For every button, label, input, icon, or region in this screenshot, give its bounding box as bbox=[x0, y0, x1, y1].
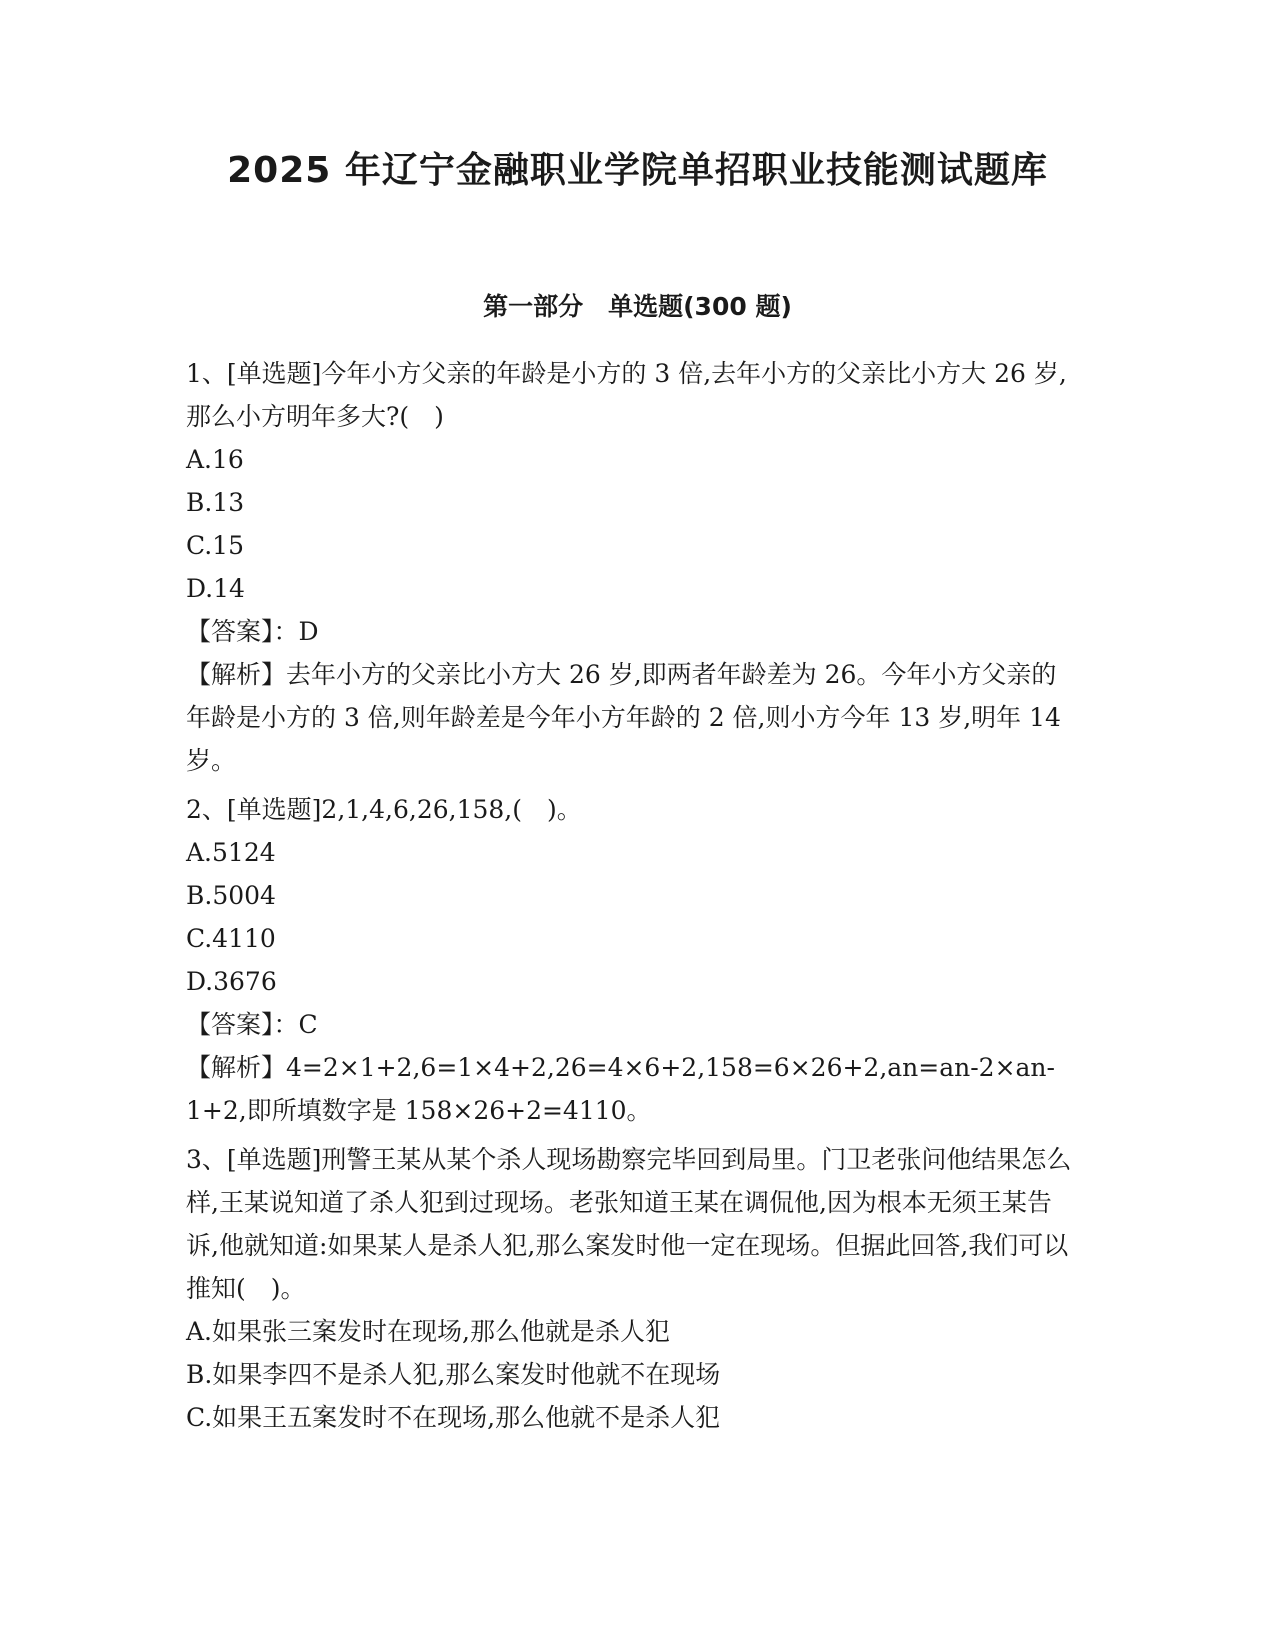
document-title: 2025 年辽宁金融职业学院单招职业技能测试题库 bbox=[227, 150, 1048, 191]
option-c: C.4110 bbox=[186, 924, 276, 953]
option-a: A.16 bbox=[186, 445, 244, 474]
option-d: D.14 bbox=[186, 574, 245, 603]
answer: 【答案】：D bbox=[186, 617, 319, 646]
question-3 bbox=[186, 1138, 1078, 1439]
option-b: B.5004 bbox=[186, 881, 276, 910]
question-list bbox=[186, 352, 1078, 1439]
option-c: C.15 bbox=[186, 531, 244, 560]
section-heading: 第一部分 单选题(300 题) bbox=[483, 292, 792, 321]
option-c: C.如果王五案发时不在现场,那么他就不是杀人犯 bbox=[186, 1403, 721, 1432]
answer: 【答案】：C bbox=[186, 1010, 318, 1039]
question-stem: 1、[单选题]今年小方父亲的年龄是小方的 3 倍,去年小方的父亲比小方大 26 岁,那么小方明年多大?( ) bbox=[186, 359, 1067, 431]
option-b: B.如果李四不是杀人犯,那么案发时他就不在现场 bbox=[186, 1360, 721, 1389]
analysis: 【解析】4=2×1+2,6=1×4+2,26=4×6+2,158=6×26+2,an=an-2×an-1+2,即所填数字是 158×26+2=4110。 bbox=[186, 1053, 1055, 1125]
option-a: A.如果张三案发时在现场,那么他就是杀人犯 bbox=[186, 1317, 670, 1346]
question-stem: 3、[单选题]刑警王某从某个杀人现场勘察完毕回到局里。门卫老张问他结果怎么样,王某说知道了杀人犯到过现场。老张知道王某在调侃他,因为根本无须王某告诉,他就知道:如果某人是杀人犯,那么案发时他一定在现场。但据此回答,我们可以推知( )。 bbox=[186, 1145, 1072, 1303]
option-b: B.13 bbox=[186, 488, 245, 517]
option-d: D.3676 bbox=[186, 967, 277, 996]
option-a: A.5124 bbox=[186, 838, 276, 867]
question-stem: 2、[单选题]2,1,4,6,26,158,( )。 bbox=[186, 795, 582, 824]
analysis: 【解析】去年小方的父亲比小方大 26 岁,即两者年龄差为 26。今年小方父亲的年龄是小方的 3 倍,则年龄差是今年小方年龄的 2 倍,则小方今年 13 岁,明年 14 岁。 bbox=[186, 660, 1061, 775]
question-1 bbox=[186, 352, 1078, 782]
question-2 bbox=[186, 788, 1078, 1132]
